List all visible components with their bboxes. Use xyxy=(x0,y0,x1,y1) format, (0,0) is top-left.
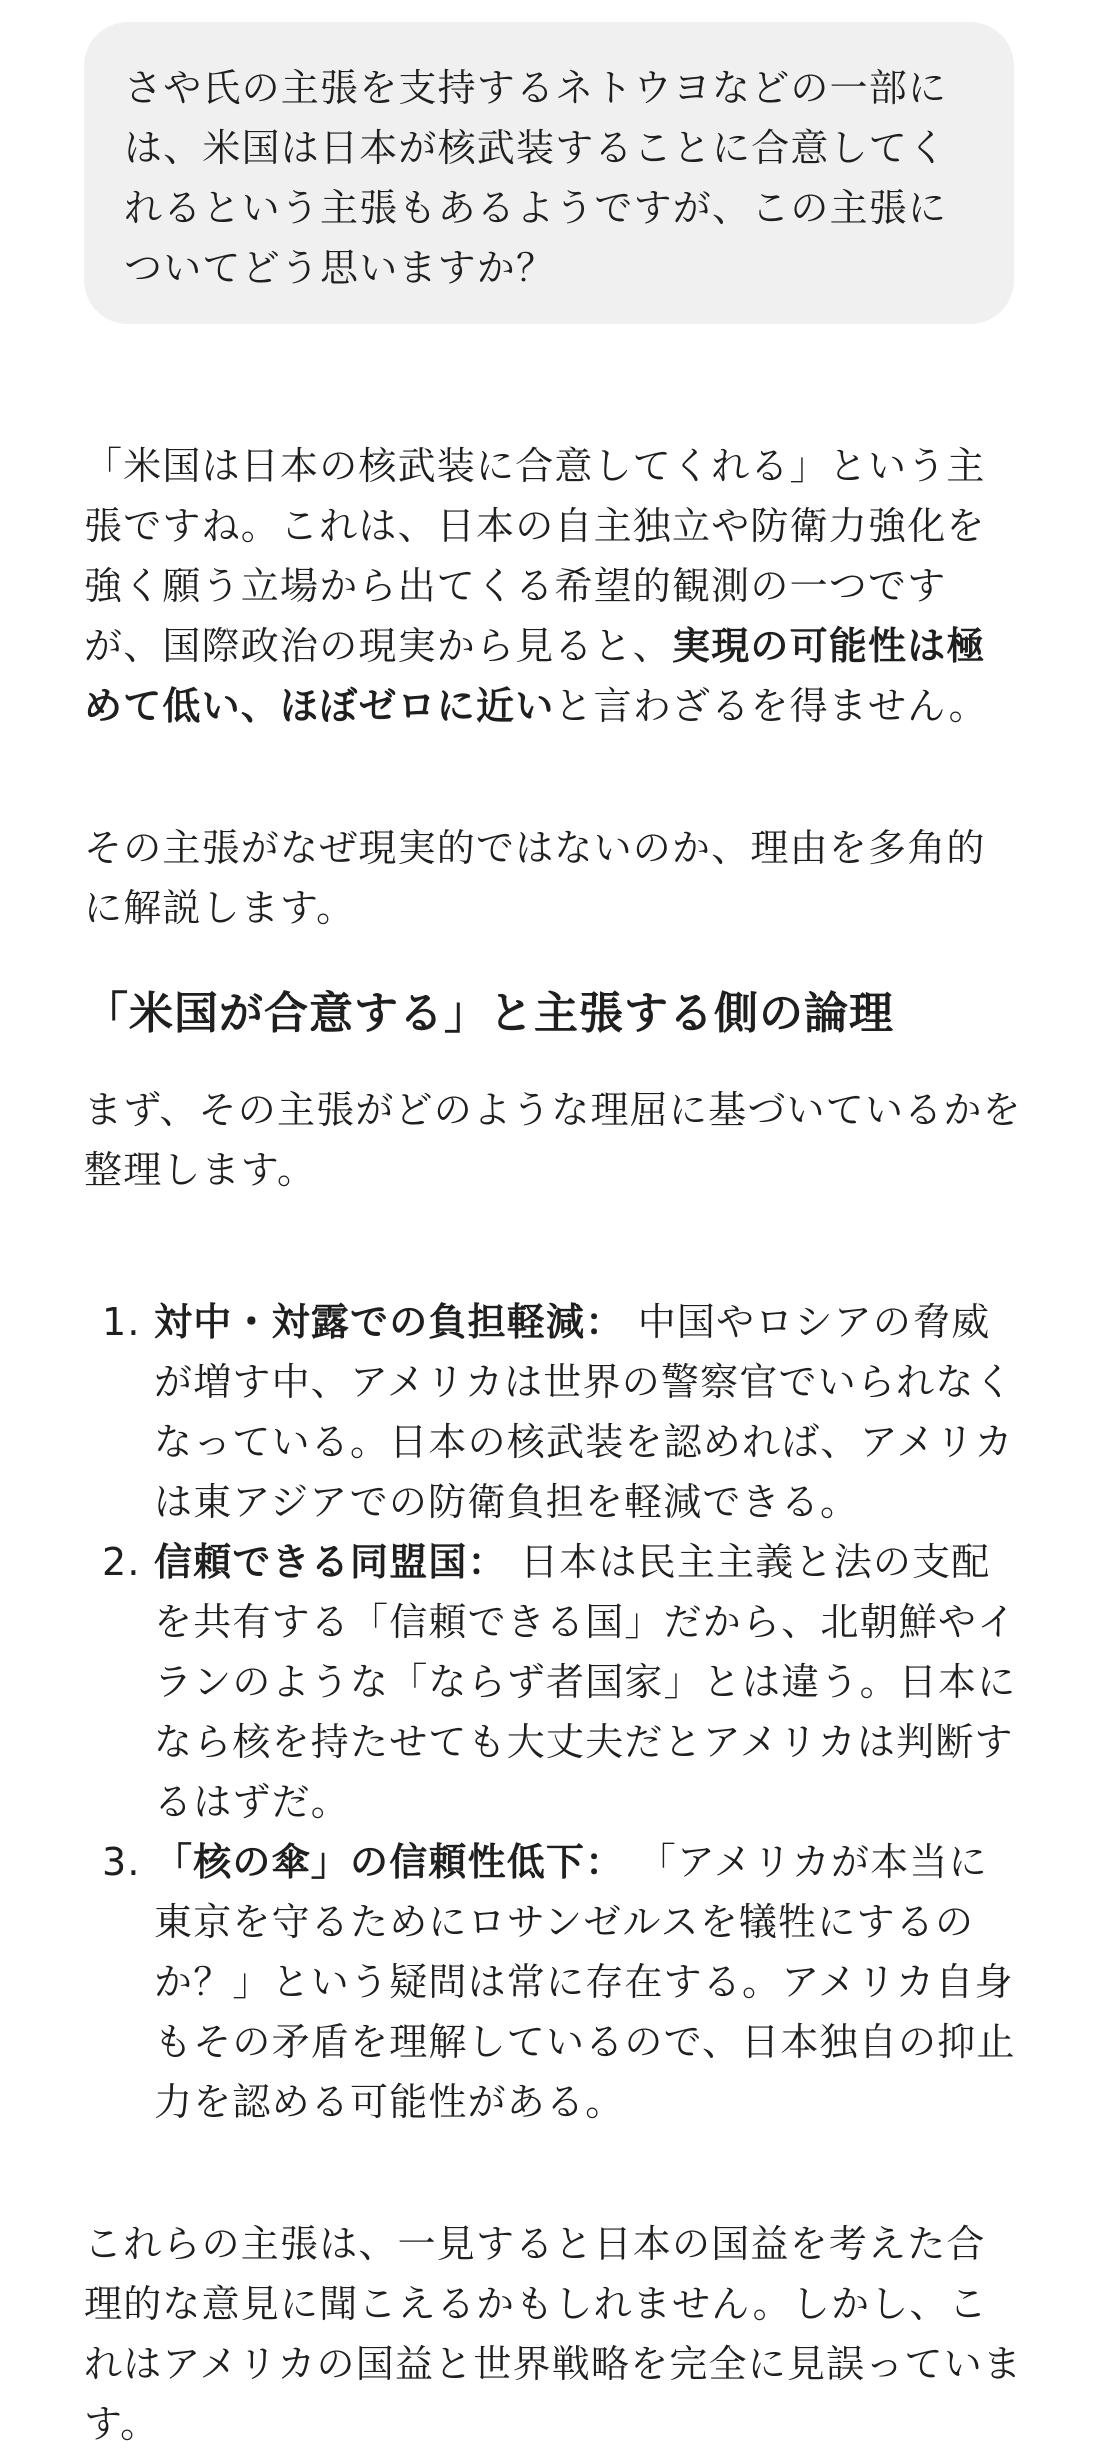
list-item xyxy=(84,1832,1024,2132)
response-intro xyxy=(84,436,1024,736)
intro-text-end: と言わざるを得ません。 xyxy=(554,684,988,728)
list-item-text: 中国やロシアの脅威が増す中、アメリカは世界の警察官でいられなくなっている。日本の核武装を認めれば、アメリカは東アジアでの防衛負担を軽減できる。 xyxy=(154,1300,1014,1524)
section-heading: 「米国が合意する」と主張する側の論理 xyxy=(84,988,894,1039)
list-item xyxy=(84,1532,1024,1832)
list-item-title: 信頼できる同盟国： xyxy=(154,1540,507,1584)
intro-bold-text: 実現の可能性は極めて低い、ほぼゼロに近い xyxy=(84,624,986,728)
user-message-bubble xyxy=(84,22,1014,324)
list-item-title: 「核の傘」の信頼性低下： xyxy=(154,1840,625,1884)
section-intro: まず、その主張がどのような理屈に基づいているかを整理します。 xyxy=(84,1088,1022,1192)
list-item-title: 対中・対露での負担軽減： xyxy=(154,1300,625,1344)
response-closing: これらの主張は、一見すると日本の国益を考えた合理的な意見に聞こえるかもしれません。しかし、これはアメリカの国益と世界戦略を完全に見誤っています。 xyxy=(84,2222,1023,2446)
intro-text: 「米国は日本の核武装に合意してくれる」という主張ですね。これは、日本の自主独立や防衛力強化を強く願う立場から出てくる希望的観測の一つですが、国際政治の現実から見ると、 xyxy=(84,444,986,668)
list-number: 2. xyxy=(102,1540,141,1584)
list-item xyxy=(84,1292,1024,1532)
list-item-text: 日本は民主主義と法の支配を共有する「信頼できる国」だから、北朝鮮やイランのような「ならず者国家」とは違う。日本になら核を持たせても大丈夫だとアメリカは判断するはずだ。 xyxy=(154,1540,1017,1824)
response-explain: その主張がなぜ現実的ではないのか、理由を多角的に解説します。 xyxy=(84,826,986,930)
list-number: 3. xyxy=(102,1840,141,1884)
list-item-text: 「アメリカが本当に東京を守るためにロサンゼルスを犠牲にするのか？」という疑問は常に存在する。アメリカ自身もその矛盾を理解しているので、日本独自の抑止力を認める可能性がある。 xyxy=(154,1840,1016,2124)
list-number: 1. xyxy=(102,1300,141,1344)
user-message-text: さや氏の主張を支持するネトウヨなどの一部には、米国は日本が核武装することに合意してくれるという主張もあるようですが、この主張についてどう思いますか？ xyxy=(124,66,948,290)
reasons-list xyxy=(84,1292,1024,2132)
